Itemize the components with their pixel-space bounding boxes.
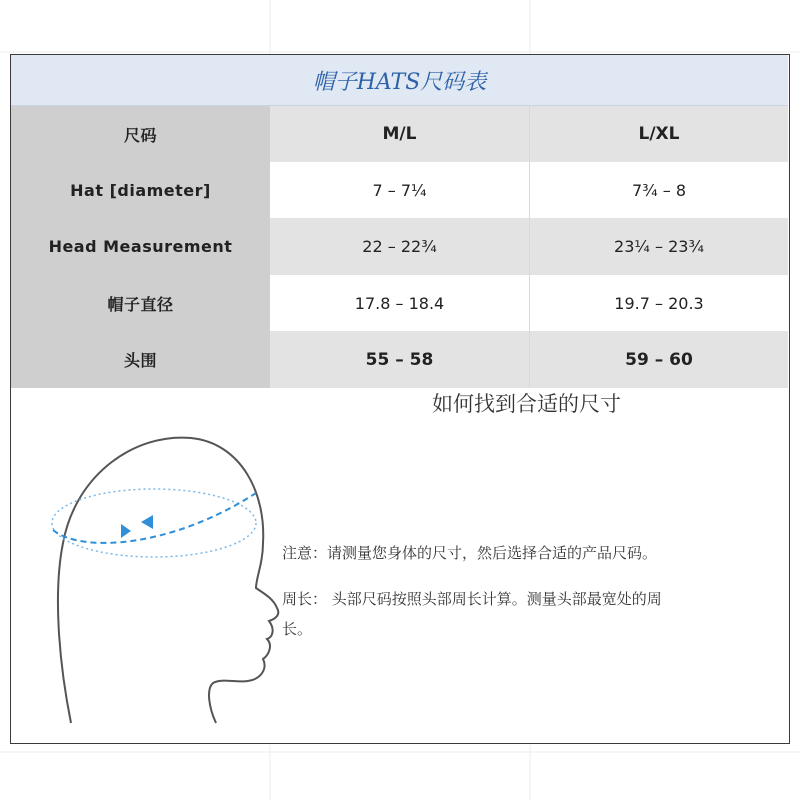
row-label: Hat [diameter] bbox=[11, 162, 270, 218]
table-row bbox=[11, 218, 788, 275]
row-label: 头围 bbox=[11, 331, 270, 388]
row-value-ml: 55 – 58 bbox=[270, 331, 529, 388]
row-value-lxl: 59 – 60 bbox=[529, 331, 788, 388]
row-label: 帽子直径 bbox=[11, 275, 270, 331]
table-row bbox=[11, 275, 788, 331]
chart-title: 帽子HATS尺码表 bbox=[11, 55, 788, 106]
guide-circumference-line1: 周长： 头部尺码按照头部周长计算。测量头部最宽处的周 bbox=[282, 590, 662, 608]
guide-note: 注意：请测量您身体的尺寸，然后选择合适的产品尺码。 bbox=[282, 544, 658, 562]
table-row bbox=[11, 331, 788, 388]
header-row bbox=[11, 106, 788, 162]
row-value-lxl: 23¼ – 23¾ bbox=[529, 218, 788, 275]
header-label: 尺码 bbox=[11, 106, 270, 162]
header-col-lxl: L/XL bbox=[529, 106, 788, 162]
row-value-lxl: 7¾ – 8 bbox=[529, 162, 788, 218]
guide-circumference-line2: 长。 bbox=[282, 620, 313, 638]
size-chart-frame bbox=[10, 54, 790, 744]
row-value-ml: 17.8 – 18.4 bbox=[270, 275, 529, 331]
table-row bbox=[11, 162, 788, 218]
header-col-ml: M/L bbox=[270, 106, 529, 162]
row-value-lxl: 19.7 – 20.3 bbox=[529, 275, 788, 331]
guide-title: 如何找到合适的尺寸 bbox=[432, 392, 621, 416]
row-value-ml: 22 – 22¾ bbox=[270, 218, 529, 275]
head-profile-measure-icon bbox=[41, 393, 291, 743]
row-label: Head Measurement bbox=[11, 218, 270, 275]
measurement-guide bbox=[11, 393, 788, 743]
row-value-ml: 7 – 7¼ bbox=[270, 162, 529, 218]
